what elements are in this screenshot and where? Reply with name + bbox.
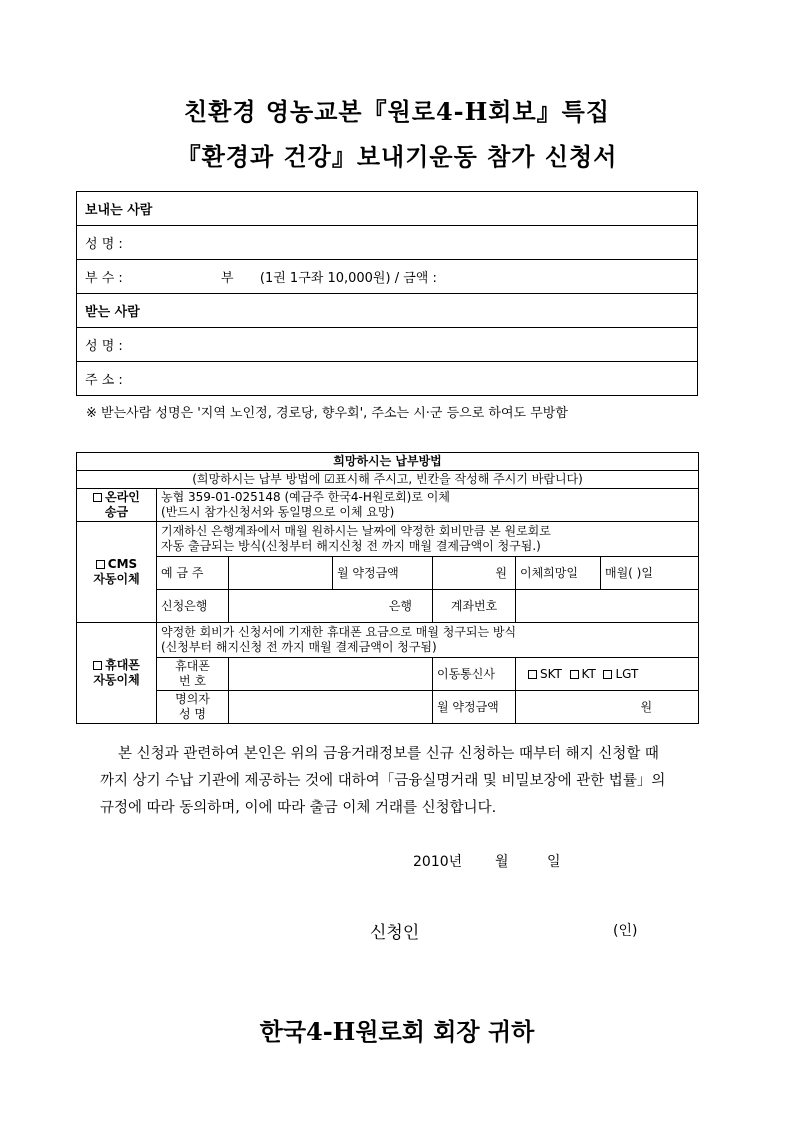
- payment-method-table: [76, 452, 699, 724]
- lgt-checkbox[interactable]: [603, 670, 612, 679]
- mobile-amount-input[interactable]: [516, 691, 699, 724]
- skt-checkbox[interactable]: [528, 670, 537, 679]
- cms-checkbox[interactable]: [96, 560, 105, 569]
- transfer-day-input[interactable]: 매월( )일: [601, 557, 699, 590]
- holder-input[interactable]: [229, 691, 433, 724]
- depositor-input[interactable]: [229, 557, 333, 590]
- addressee: 한국4-H원로회 회장 귀하: [259, 1017, 535, 1046]
- online-info: [157, 489, 699, 522]
- account-input[interactable]: [516, 590, 699, 623]
- cms-amount-label: 월 약정금액: [333, 557, 433, 590]
- bank-input[interactable]: [229, 590, 433, 623]
- online-account: 농협 359-01-025148 (예금주 한국4-H원로회)로 이체: [161, 490, 450, 504]
- mobile-description: [157, 623, 699, 658]
- copies-unit: 부: [221, 271, 234, 286]
- bank-suffix: 은행: [388, 598, 412, 613]
- copies-field[interactable]: [77, 260, 698, 294]
- cms-amount-input[interactable]: [433, 557, 516, 590]
- mobile-desc-2: (신청부터 해지신청 전 까지 매월 결제금액이 청구됨): [161, 640, 437, 654]
- phone-input[interactable]: [229, 658, 433, 691]
- lgt-label: LGT: [615, 666, 639, 681]
- mobile-label: 휴대폰: [105, 658, 140, 672]
- account-label: 계좌번호: [433, 590, 516, 623]
- date-year: 2010년: [413, 854, 463, 870]
- mobile-desc-1: 약정한 회비가 신청서에 기재한 휴대폰 요금으로 매월 청구되는 방식: [161, 625, 517, 639]
- carrier-options: [516, 658, 699, 691]
- phone-label: 휴대폰 번 호: [157, 658, 229, 691]
- online-note: (반드시 참가신청서와 동일명으로 이체 요망): [161, 505, 395, 519]
- online-checkbox[interactable]: [93, 493, 102, 502]
- carrier-label: 이동통신사: [433, 658, 516, 691]
- title-line-2: 『환경과 건강』보내기운동 참가 신청서: [176, 142, 618, 171]
- date-day: 일: [547, 854, 561, 870]
- mobile-option[interactable]: [77, 623, 157, 724]
- receiver-address-field[interactable]: 주 소 :: [77, 362, 698, 396]
- cms-won: 원: [495, 565, 507, 580]
- receiver-name-field[interactable]: 성 명 :: [77, 328, 698, 362]
- payment-heading: 희망하시는 납부방법: [77, 453, 699, 471]
- consent-paragraph: 본 신청과 관련하여 본인은 위의 금융거래정보를 신규 신청하는 때부터 해지 신청할 때까지 상기 수납 기관에 제공하는 것에 대하여「금융실명거래 및 비밀보장에 관한 법률」의 규정에 따라 동의하며, 이에 따라 출금 이체 거래를 신청합니다.: [100, 746, 666, 816]
- cms-desc-2: 자동 출금되는 방식(신청부터 해지신청 전 까지 매월 결제금액이 청구됨.): [161, 539, 541, 553]
- payment-subheading: (희망하시는 납부 방법에 ☑표시해 주시고, 빈칸을 작성해 주시기 바랍니다): [77, 471, 699, 489]
- holder-label: 명의자 성 명: [157, 691, 229, 724]
- title-line-1: 친환경 영농교본『원로4-H회보』특집: [183, 97, 611, 126]
- skt-label: SKT: [540, 666, 562, 681]
- date-month: 월: [495, 854, 509, 870]
- address-form: [76, 191, 698, 396]
- mobile-checkbox[interactable]: [93, 661, 102, 670]
- online-label-2: 송금: [104, 505, 129, 519]
- cms-label-2: 자동이체: [93, 572, 140, 586]
- receiver-heading: 받는 사람: [77, 294, 698, 328]
- cms-description: [157, 522, 699, 557]
- transfer-date-label: 이체희망일: [516, 557, 601, 590]
- cms-desc-1: 기재하신 은행계좌에서 매월 원하시는 날짜에 약정한 회비만큼 본 원로회로: [161, 524, 551, 538]
- depositor-label: 예 금 주: [157, 557, 229, 590]
- mobile-label-2: 자동이체: [93, 673, 140, 687]
- online-label: 온라인: [105, 490, 140, 504]
- applicant-label: 신청인: [370, 923, 420, 943]
- kt-label: KT: [581, 666, 596, 681]
- copies-price: (1권 1구좌 10,000원) / 금액 :: [259, 271, 437, 286]
- bank-label: 신청은행: [157, 590, 229, 623]
- sender-name-field[interactable]: 성 명 :: [77, 226, 698, 260]
- mobile-won: 원: [640, 699, 653, 714]
- receiver-note: ※ 받는사람 성명은 '지역 노인정, 경로당, 향우회', 주소는 시·군 등으로 하여도 무방함: [86, 406, 568, 421]
- online-option[interactable]: [77, 489, 157, 522]
- seal-mark: (인): [613, 923, 638, 939]
- mobile-amount-label: 월 약정금액: [433, 691, 516, 724]
- cms-label: CMS: [107, 557, 138, 571]
- kt-checkbox[interactable]: [570, 670, 579, 679]
- cms-option[interactable]: [77, 522, 157, 623]
- copies-label: 부 수 :: [85, 271, 123, 286]
- sender-heading: 보내는 사람: [77, 192, 698, 226]
